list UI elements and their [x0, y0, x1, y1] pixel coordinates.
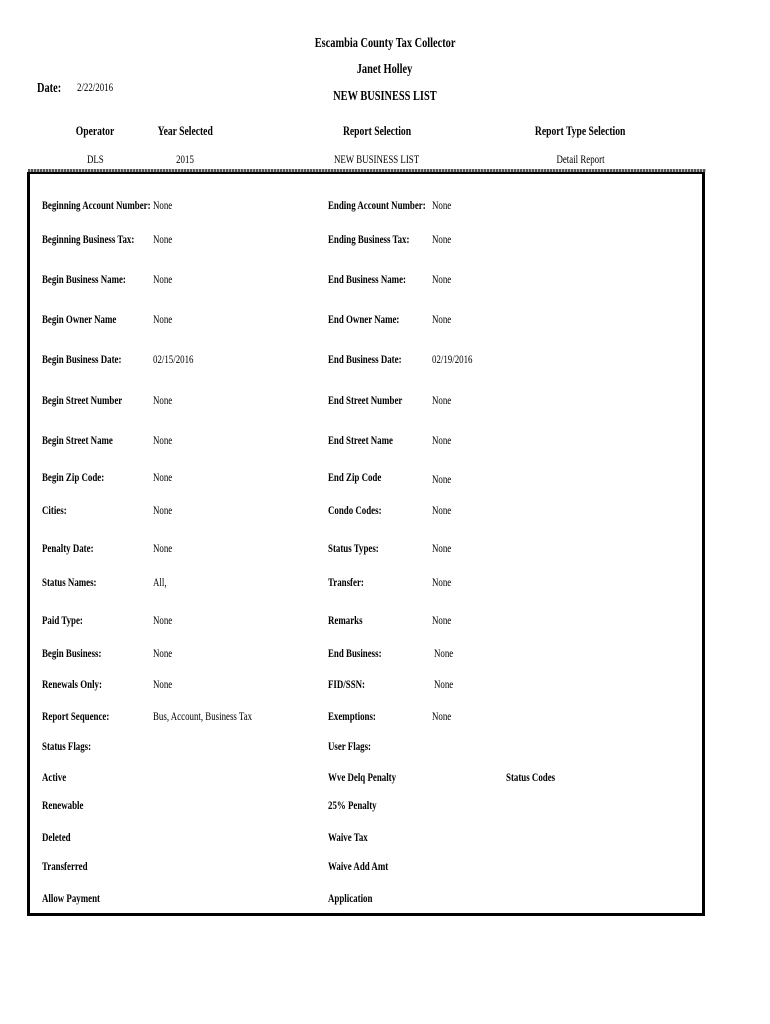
report-selection-value: NEW BUSINESS LIST: [334, 152, 420, 166]
criteria-left-label: Beginning Business Tax:: [42, 232, 135, 246]
criteria-left-value: None: [153, 198, 173, 212]
collector-name: Janet Holley: [357, 62, 413, 77]
criteria-left-label: Renewals Only:: [42, 677, 102, 691]
criteria-right-label: End Owner Name:: [328, 312, 400, 326]
criteria-right-value: None: [432, 433, 452, 447]
criteria-left-value: None: [153, 503, 173, 517]
date-label: Date:: [37, 81, 62, 96]
criteria-left-label: Begin Street Number: [42, 393, 123, 407]
user-flag-item: Waive Tax: [328, 830, 368, 844]
criteria-right-value: None: [432, 312, 452, 326]
criteria-left-label: Begin Owner Name: [42, 312, 117, 326]
criteria-left-value: None: [153, 677, 173, 691]
criteria-left-label: Cities:: [42, 503, 67, 517]
criteria-right-label: Exemptions:: [328, 709, 376, 723]
criteria-right-label: End Street Name: [328, 433, 393, 447]
year-selected-header: Year Selected: [157, 123, 213, 138]
criteria-left-value: None: [153, 646, 173, 660]
criteria-left-value: None: [153, 232, 173, 246]
criteria-left-value: None: [153, 272, 173, 286]
status-codes-label: Status Codes: [506, 770, 556, 784]
criteria-right-label: FID/SSN:: [328, 677, 366, 691]
criteria-right-value: None: [434, 646, 454, 660]
criteria-left-label: Status Names:: [42, 575, 97, 589]
operator-header: Operator: [75, 123, 115, 138]
criteria-left-value: None: [153, 393, 173, 407]
user-flags-label: User Flags:: [328, 739, 372, 753]
user-flag-item: Application: [328, 891, 373, 905]
criteria-left-value: None: [153, 433, 173, 447]
criteria-right-label: End Business:: [328, 646, 382, 660]
status-flags-label: Status Flags:: [42, 739, 92, 753]
criteria-right-value: None: [432, 232, 452, 246]
criteria-left-value: All,: [153, 575, 167, 589]
criteria-right-label: Transfer:: [328, 575, 364, 589]
user-flag-item: Wve Delq Penalty: [328, 770, 397, 784]
criteria-left-label: Penalty Date:: [42, 541, 94, 555]
user-flag-item: Waive Add Amt: [328, 859, 389, 873]
criteria-right-label: Status Types:: [328, 541, 379, 555]
criteria-right-value: None: [432, 393, 452, 407]
criteria-right-label: Ending Business Tax:: [328, 232, 410, 246]
criteria-left-value: 02/15/2016: [153, 352, 194, 366]
report-title: NEW BUSINESS LIST: [333, 89, 437, 104]
criteria-left-label: Begin Street Name: [42, 433, 113, 447]
criteria-right-value: 02/19/2016: [432, 352, 473, 366]
criteria-right-label: Ending Account Number:: [328, 198, 426, 212]
criteria-left-label: Begin Business Name:: [42, 272, 126, 286]
report-type-selection-value: Detail Report: [555, 152, 605, 166]
criteria-right-value: None: [432, 709, 452, 723]
criteria-right-label: End Business Name:: [328, 272, 406, 286]
status-flag-item: Allow Payment: [42, 891, 100, 905]
status-flag-item: Active: [42, 770, 67, 784]
criteria-left-label: Beginning Account Number:: [42, 198, 151, 212]
criteria-right-label: End Street Number: [328, 393, 403, 407]
user-flag-item: 25% Penalty: [328, 798, 377, 812]
report-selection-header: Report Selection: [342, 123, 412, 138]
date-value: 2/22/2016: [77, 80, 114, 94]
criteria-right-value: None: [432, 575, 452, 589]
criteria-right-value: None: [432, 472, 452, 486]
criteria-right-label: End Business Date:: [328, 352, 402, 366]
criteria-left-label: Report Sequence:: [42, 709, 110, 723]
criteria-right-value: None: [432, 272, 452, 286]
status-flag-item: Renewable: [42, 798, 84, 812]
operator-value: DLS: [86, 152, 104, 166]
year-selected-value: 2015: [176, 152, 194, 166]
org-title: Escambia County Tax Collector: [314, 36, 456, 51]
criteria-right-value: None: [432, 613, 452, 627]
criteria-right-label: End Zip Code: [328, 470, 382, 484]
criteria-left-value: None: [153, 541, 173, 555]
criteria-left-label: Begin Zip Code:: [42, 470, 105, 484]
criteria-left-label: Begin Business Date:: [42, 352, 122, 366]
status-flag-item: Deleted: [42, 830, 71, 844]
criteria-left-label: Begin Business:: [42, 646, 102, 660]
criteria-right-label: Remarks: [328, 613, 363, 627]
criteria-right-value: None: [432, 541, 452, 555]
criteria-left-label: Paid Type:: [42, 613, 83, 627]
criteria-left-value: None: [153, 312, 173, 326]
criteria-right-label: Condo Codes:: [328, 503, 382, 517]
criteria-left-value: None: [153, 613, 173, 627]
criteria-right-value: None: [434, 677, 454, 691]
criteria-right-value: None: [432, 503, 452, 517]
criteria-right-value: None: [432, 198, 452, 212]
status-flag-item: Transferred: [42, 859, 88, 873]
report-type-selection-header: Report Type Selection: [534, 123, 626, 138]
criteria-left-value: Bus, Account, Business Tax: [153, 709, 253, 723]
criteria-left-value: None: [153, 470, 173, 484]
